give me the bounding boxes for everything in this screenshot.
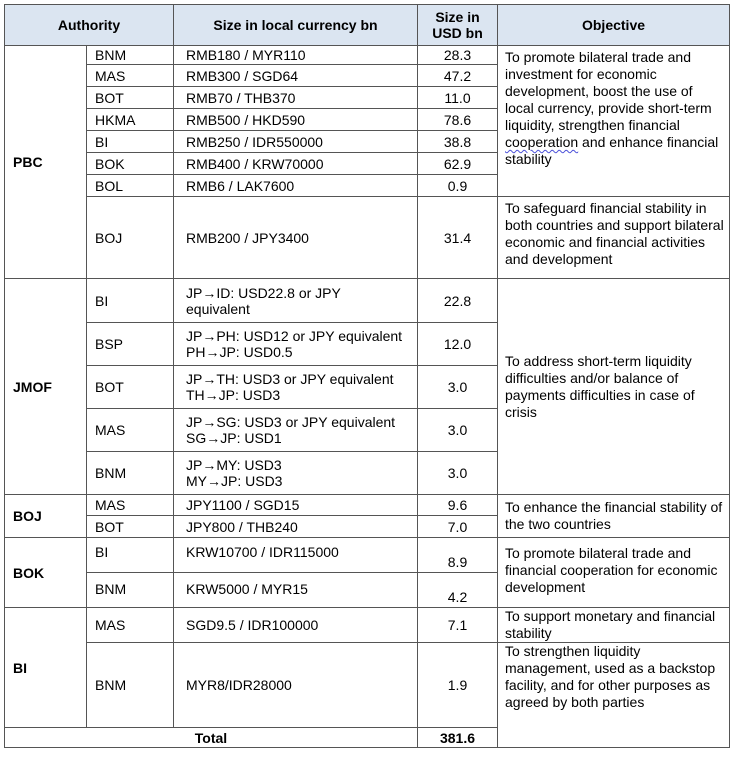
size-local-cell: RMB250 / IDR550000: [174, 131, 418, 153]
size-local-cell: JPY800 / THB240: [174, 516, 418, 538]
size-usd-cell: 3.0: [418, 366, 498, 409]
objective-cell: To support monetary and financial stability: [498, 608, 730, 643]
size-local-cell: KRW5000 / MYR15: [174, 573, 418, 608]
size-usd-cell: 3.0: [418, 409, 498, 452]
counterparty-cell: BOT: [87, 516, 174, 538]
objective-text: To promote bilateral trade and investment for economic development, boost the use of local currency, provide short-term liquidity, strengthen financial: [505, 49, 712, 133]
counterparty-cell: MAS: [87, 608, 174, 643]
objective-cell: To address short-term liquidity difficulties and/or balance of payments difficulties in case of crisis: [498, 279, 730, 495]
objective-cell: To strengthen liquidity management, used as a backstop facility, and for other purposes as agreed by both parties: [498, 643, 730, 748]
counterparty-cell: BOT: [87, 366, 174, 409]
size-usd-cell: 7.0: [418, 516, 498, 538]
table-row: [5, 495, 730, 516]
counterparty-cell: BSP: [87, 323, 174, 366]
counterparty-cell: BOT: [87, 87, 174, 109]
counterparty-cell: BI: [87, 131, 174, 153]
header-size-usd-line1: Size in: [435, 9, 480, 25]
size-local-line: TH→JP: USD3: [186, 387, 281, 403]
table-row: [5, 643, 730, 728]
table-row: [5, 46, 730, 65]
size-local-line: JP→MY: USD3: [186, 457, 282, 473]
size-usd-cell: 62.9: [418, 153, 498, 175]
size-local-cell: [174, 452, 418, 495]
size-local-cell: MYR8/IDR28000: [174, 643, 418, 728]
counterparty-cell: BNM: [87, 573, 174, 608]
size-local-line: PH→JP: USD0.5: [186, 344, 293, 360]
header-authority: Authority: [5, 5, 174, 46]
authority-bi: BI: [5, 608, 87, 728]
size-local-line: SG→JP: USD1: [186, 430, 282, 446]
counterparty-cell: HKMA: [87, 109, 174, 131]
size-usd-cell: 28.3: [418, 46, 498, 65]
size-local-line: JP→ID: USD22.8 or JPY: [186, 284, 341, 301]
header-size-usd-line2: USD bn: [432, 25, 483, 41]
counterparty-cell: BOK: [87, 153, 174, 175]
swap-arrangements-table: [4, 4, 730, 748]
authority-jmof: JMOF: [5, 279, 87, 495]
size-local-line: JP→TH: USD3 or JPY equivalent: [186, 371, 394, 387]
size-local-cell: JPY1100 / SGD15: [174, 495, 418, 516]
objective-cell: To enhance the financial stability of the two countries: [498, 495, 730, 538]
size-local-cell: [174, 366, 418, 409]
size-usd-cell: 31.4: [418, 197, 498, 279]
header-size-usd: [418, 5, 498, 46]
size-local-cell: SGD9.5 / IDR100000: [174, 608, 418, 643]
size-usd-cell: 0.9: [418, 175, 498, 197]
table-row: [5, 608, 730, 643]
size-local-cell: RMB70 / THB370: [174, 87, 418, 109]
size-local-cell: RMB200 / JPY3400: [174, 197, 418, 279]
size-local-cell: [174, 323, 418, 366]
size-local-cell: RMB180 / MYR110: [174, 46, 418, 65]
size-local-cell: RMB300 / SGD64: [174, 65, 418, 87]
objective-cell: To safeguard financial stability in both countries and support bilateral economic and financial activities and development: [498, 197, 730, 279]
table-row: [5, 279, 730, 323]
size-local-cell: RMB400 / KRW70000: [174, 153, 418, 175]
size-usd-cell: 78.6: [418, 109, 498, 131]
counterparty-cell: BNM: [87, 46, 174, 65]
counterparty-cell: MAS: [87, 409, 174, 452]
header-size-local: Size in local currency bn: [174, 5, 418, 46]
counterparty-cell: BI: [87, 279, 174, 323]
authority-pbc: PBC: [5, 46, 87, 279]
size-local-cell: [174, 279, 418, 323]
size-usd-cell: 3.0: [418, 452, 498, 495]
header-row: [5, 5, 730, 46]
objective-cell: [498, 46, 730, 197]
authority-bok: BOK: [5, 538, 87, 608]
size-local-cell: KRW10700 / IDR115000: [174, 538, 418, 573]
counterparty-cell: MAS: [87, 65, 174, 87]
size-usd-cell: 7.1: [418, 608, 498, 643]
size-local-cell: RMB6 / LAK7600: [174, 175, 418, 197]
table-row: [5, 538, 730, 573]
size-usd-cell: 1.9: [418, 643, 498, 728]
objective-cell: To promote bilateral trade and financial cooperation for economic development: [498, 538, 730, 608]
counterparty-cell: BNM: [87, 452, 174, 495]
size-local-cell: [174, 409, 418, 452]
size-local-line: MY→JP: USD3: [186, 473, 283, 489]
size-usd-cell: 22.8: [418, 279, 498, 323]
counterparty-cell: BOJ: [87, 197, 174, 279]
size-usd-cell: 47.2: [418, 65, 498, 87]
size-local-line: JP→SG: USD3 or JPY equivalent: [186, 414, 396, 430]
total-label: Total: [5, 728, 418, 748]
size-local-line: JP→PH: USD12 or JPY equivalent: [186, 328, 403, 344]
size-usd-cell: 12.0: [418, 323, 498, 366]
authority-boj: BOJ: [5, 495, 87, 538]
counterparty-cell: MAS: [87, 495, 174, 516]
objective-text: and enhance financial stability: [505, 134, 719, 167]
size-usd-cell: 11.0: [418, 87, 498, 109]
counterparty-cell: BOL: [87, 175, 174, 197]
size-usd-cell: 38.8: [418, 131, 498, 153]
counterparty-cell: BI: [87, 538, 174, 573]
size-local-line: equivalent: [186, 300, 250, 317]
counterparty-cell: BNM: [87, 643, 174, 728]
size-usd-cell: 4.2: [418, 573, 498, 608]
header-objective: Objective: [498, 5, 730, 46]
size-usd-cell: 9.6: [418, 495, 498, 516]
objective-text-underlined: cooperation: [505, 134, 579, 150]
size-local-cell: RMB500 / HKD590: [174, 109, 418, 131]
table-row: [5, 197, 730, 279]
size-usd-cell: 8.9: [418, 538, 498, 573]
total-value: 381.6: [418, 728, 498, 748]
